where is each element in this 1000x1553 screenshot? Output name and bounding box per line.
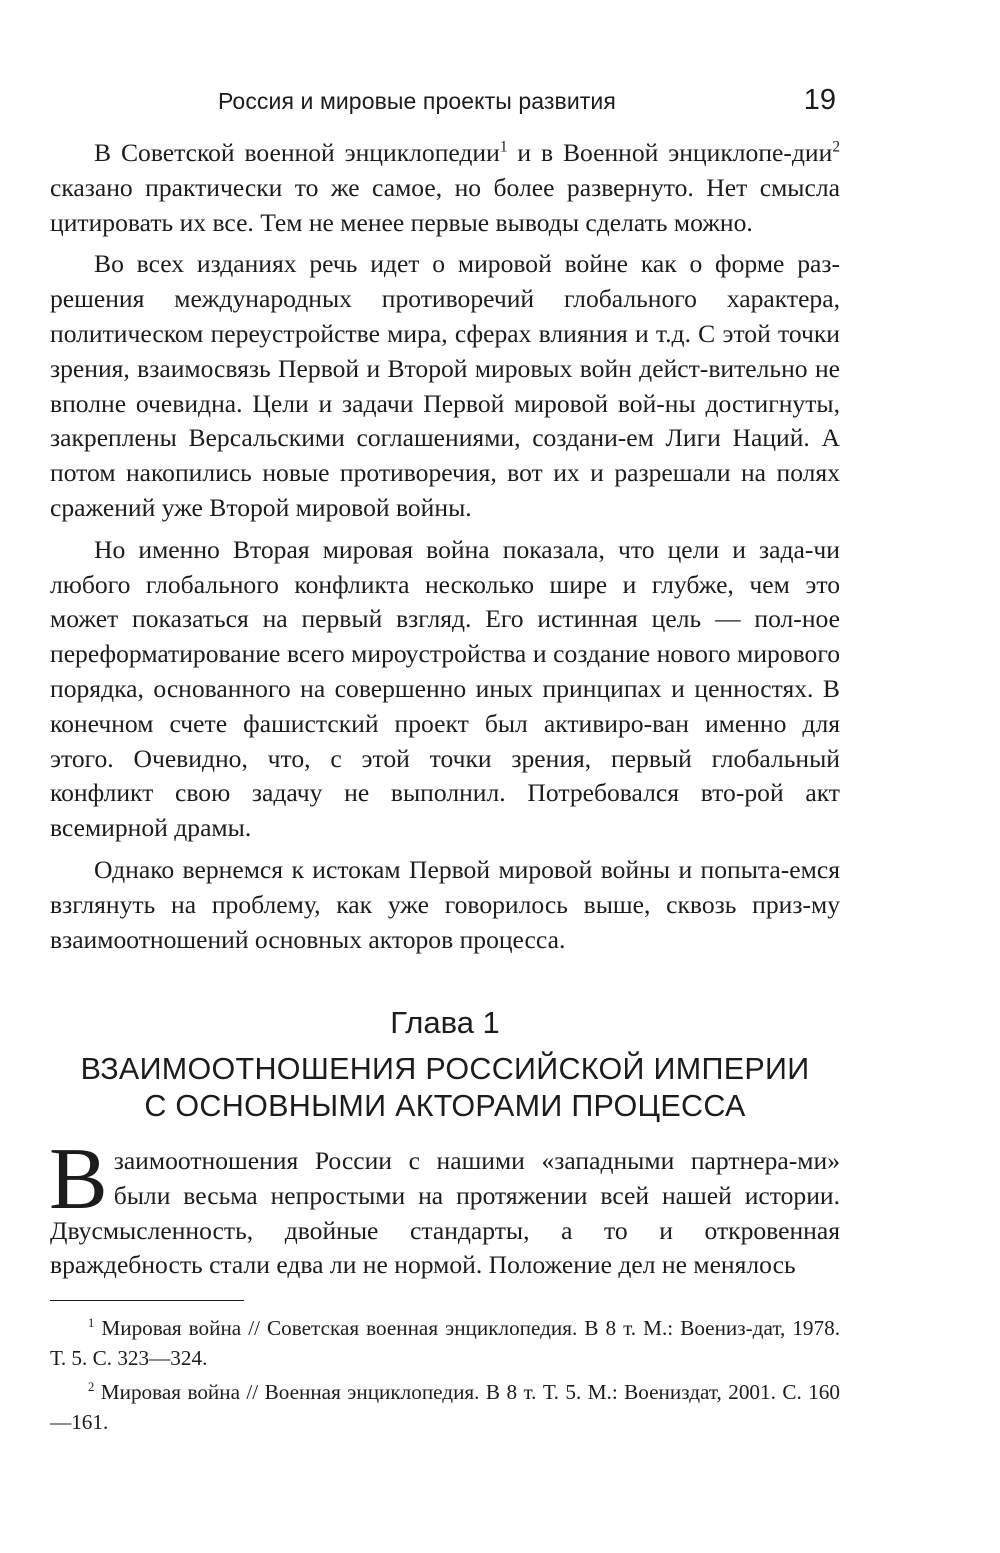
footnote-ref-1: 1 [499, 138, 508, 156]
chapter-title-line-1: ВЗАИМООТНОШЕНИЯ РОССИЙСКОЙ ИМПЕРИИ [80, 1052, 810, 1086]
footnote-1-text: Мировая война // Советская военная энциклопедия. В 8 т. М.: Воениз-дат, 1978. Т. 5. С. 323—324. [50, 1316, 840, 1370]
running-title: Россия и мировые проекты развития [218, 88, 616, 114]
running-head [50, 84, 840, 124]
chapter-heading [50, 1005, 840, 1125]
footnote-1 [50, 1313, 840, 1373]
paragraph-2: Во всех изданиях речь идет о мировой войне как о форме раз-решения международных противоречий глобального характера, политическом переустройстве мира, сферах влияния и т.д. С этой точки зрения, взаимосвязь Первой и Второй мировых войн дейст-вительно не вполне очевидна. Цели и задачи Первой мировой вой-ны достигнуты, закреплены Версальскими соглашениями, создани-ем Лиги Наций. А потом накопились новые противоречия, вот их и разрешали на полях сражений уже Второй мировой войны. [50, 249, 840, 522]
chapter-title [50, 1051, 840, 1125]
paragraph-1-part-c: сказано практически то же самое, но более развернуто. Нет смысла цитировать их все. Тем не менее первые выводы сделать можно. [50, 172, 840, 237]
footnote-ref-2: 2 [832, 138, 841, 156]
footnote-2 [50, 1377, 840, 1437]
drop-cap: В [49, 1131, 108, 1228]
paragraph-1 [50, 136, 840, 240]
chapter-opening [49, 1131, 840, 1283]
footnote-2-marker: 2 [88, 1379, 95, 1394]
paragraph-1-part-a: В Советской военной энциклопедии [94, 138, 500, 167]
chapter-opening-paragraph [49, 1131, 840, 1283]
chapter-title-line-2: С ОСНОВНЫМИ АКТОРАМИ ПРОЦЕССА [144, 1089, 746, 1123]
paragraph-1-part-b: и в Военной энциклопе-дии [507, 138, 833, 167]
body-text [50, 136, 840, 964]
footnote-1-marker: 1 [88, 1315, 95, 1330]
chapter-opening-text: заимоотношения России с нашими «западными партнера-ми» были весьма непростыми на протяжении всей нашей истории. Двусмысленность, двойные стандарты, а то и откровенная враждебность стали едва ли не нормой. Положение дел не менялось [50, 1146, 840, 1280]
footnote-divider [50, 1300, 244, 1301]
paragraph-4: Однако вернемся к истокам Первой мировой войны и попыта-емся взглянуть на проблему, как уже говорилось выше, сквозь приз-му взаимоотношений основных акторов процесса. [50, 854, 840, 954]
paragraph-3: Но именно Вторая мировая война показала, что цели и зада-чи любого глобального конфликта несколько шире и глубже, чем это может показаться на первый взгляд. Его истинная цель — пол-ное переформатирование всего мироустройства и создание нового мирового порядка, основанного на совершенно иных принципах и ценностях. В конечном счете фашистский проект был активиро-ван именно для этого. Очевидно, что, с этой точки зрения, первый глобальный конфликт свою задачу не выполнил. Потребовался вто-рой акт всемирной драмы. [50, 534, 840, 843]
footnotes [50, 1313, 840, 1441]
footnote-2-text: Мировая война // Военная энциклопедия. В 8 т. Т. 5. М.: Воениздат, 2001. С. 160—161. [50, 1380, 840, 1434]
page-number: 19 [803, 84, 836, 116]
chapter-label: Глава 1 [390, 1005, 500, 1040]
